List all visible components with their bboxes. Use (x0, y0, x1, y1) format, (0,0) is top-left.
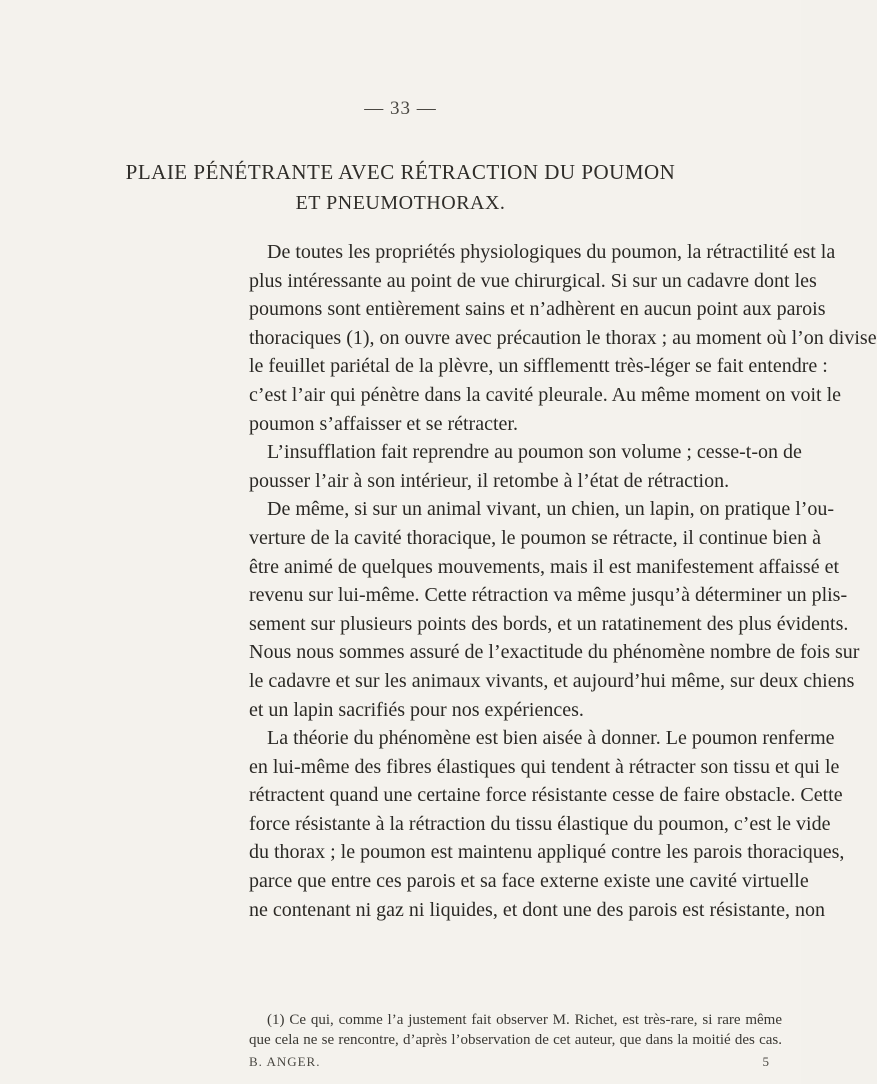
body-line: verture de la cavité thoracique, le poumon se rétracte, il continue bien à (249, 526, 821, 549)
page-number: — 33 — (364, 98, 437, 119)
footnote-line: (1) Ce qui, comme l’a justement fait observer M. Richet, est très-rare, si rare même (267, 1012, 782, 1028)
chapter-title-line-1: PLAIE PÉNÉTRANTE AVEC RÉTRACTION DU POUMON (125, 160, 676, 184)
body-line: De toutes les propriétés physiologiques du poumon, la rétractilité est la (267, 241, 836, 263)
body-line: De même, si sur un animal vivant, un chien, un lapin, on pratique l’ou- (267, 498, 835, 521)
body-line: c’est l’air qui pénètre dans la cavité pleurale. Au même moment on voit le (249, 383, 842, 406)
body-line: et un lapin sacrifiés pour nos expériences. (249, 698, 584, 721)
body-line: le feuillet pariétal de la plèvre, un sifflementt très-léger se fait entendre : (249, 355, 828, 378)
body-line: être animé de quelques mouvements, mais il est manifestement affaissé et (249, 555, 839, 578)
body-line: thoraciques (1), on ouvre avec précaution le thorax ; au moment où l’on divise (249, 326, 877, 349)
signature-mark: B. ANGER. (249, 1054, 321, 1069)
body-text (249, 238, 877, 924)
body-line: rétractent quand une certaine force résistante cesse de faire obstacle. Cette (249, 784, 843, 807)
body-line: revenu sur lui-même. Cette rétraction va même jusqu’à déterminer un plis- (249, 584, 848, 607)
body-line: en lui-même des fibres élastiques qui tendent à rétracter son tissu et qui le (249, 755, 840, 778)
body-line: pousser l’air à son intérieur, il retombe à l’état de rétraction. (249, 469, 730, 492)
body-line: le cadavre et sur les animaux vivants, et aujourd’hui même, sur deux chiens (249, 669, 855, 692)
body-line: sement sur plusieurs points des bords, et un ratatinement des plus évidents. (249, 612, 849, 635)
body-line: du thorax ; le poumon est maintenu appliqué contre les parois thoraciques, (249, 841, 845, 864)
footnote-line: que cela ne se rencontre, d’après l’observation de cet auteur, que dans la moitié des cas. (249, 1032, 782, 1048)
signature-number: 5 (762, 1054, 770, 1069)
body-line: poumons sont entièrement sains et n’adhèrent en aucun point aux parois (249, 298, 826, 321)
body-line: Nous nous sommes assuré de l’exactitude du phénomène nombre de fois sur (249, 641, 860, 664)
body-line: parce que entre ces parois et sa face externe existe une cavité virtuelle (249, 870, 809, 893)
body-line: La théorie du phénomène est bien aisée à donner. Le poumon renferme (267, 727, 835, 750)
body-line: poumon s’affaisser et se rétracter. (249, 412, 518, 435)
chapter-title-line-2: ET PNEUMOTHORAX. (295, 192, 506, 214)
body-line: ne contenant ni gaz ni liquides, et dont une des parois est résistante, non (249, 898, 825, 921)
body-line: force résistante à la rétraction du tissu élastique du poumon, c’est le vide (249, 812, 831, 835)
body-line: L’insufflation fait reprendre au poumon son volume ; cesse-t-on de (267, 441, 802, 464)
footnote (249, 1010, 782, 1050)
body-line: plus intéressante au point de vue chirurgical. Si sur un cadavre dont les (249, 269, 817, 292)
